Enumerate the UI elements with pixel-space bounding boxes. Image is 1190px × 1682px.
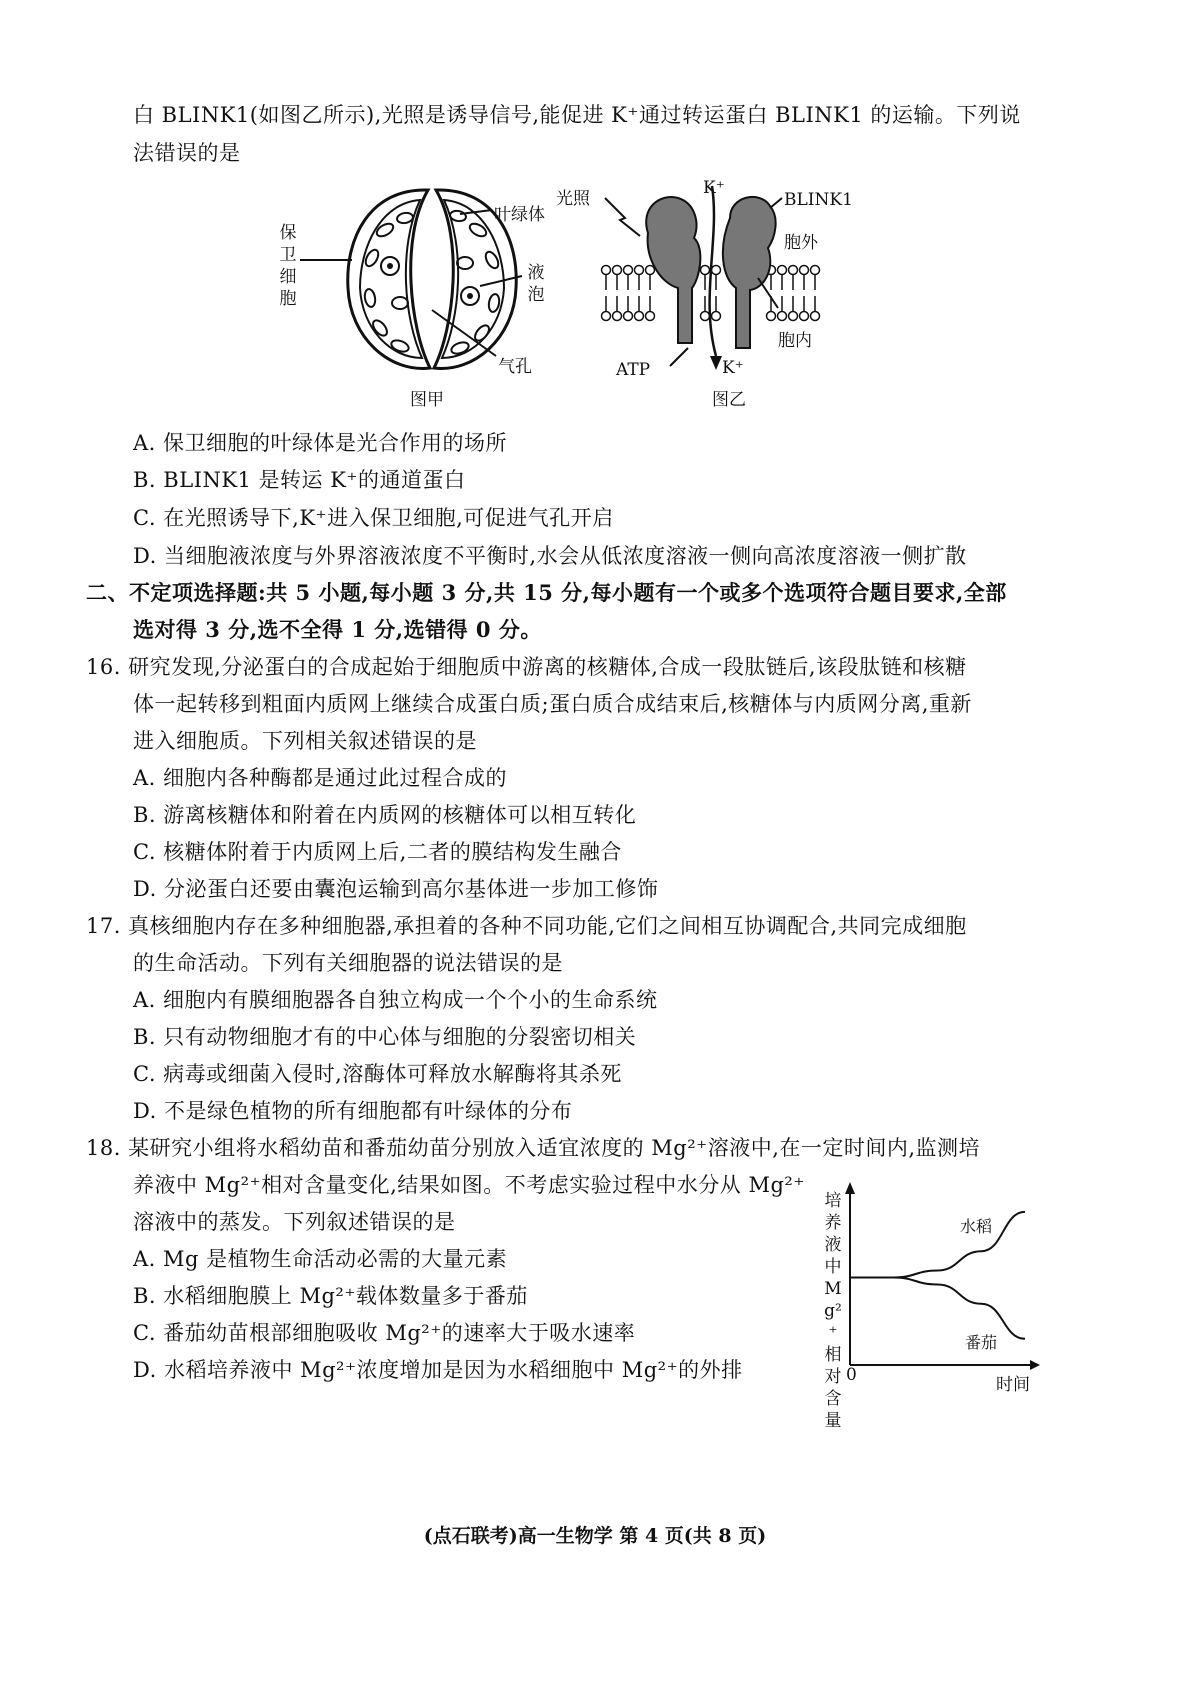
lipid-head <box>646 266 655 275</box>
q15-stem-line2: 法错误的是 <box>133 141 241 165</box>
light-bolt <box>605 198 640 236</box>
label-vacuole: 液泡 <box>527 263 545 305</box>
label-atp: ATP <box>616 360 651 380</box>
lipid-head <box>602 266 611 275</box>
label-k-bottom: K⁺ <box>722 358 744 378</box>
q16-option-a: A. 细胞内各种酶都是通过此过程合成的 <box>133 766 508 790</box>
q18-line-chart <box>840 1180 1040 1380</box>
lipid-head <box>635 266 644 275</box>
lipid-head <box>800 312 809 321</box>
label-guard-cell: 保卫细胞 <box>279 223 297 309</box>
series-label-1: 番茄 <box>965 1333 998 1352</box>
q16-option-d: D. 分泌蛋白还要由囊泡运输到高尔基体进一步加工修饰 <box>133 877 659 901</box>
lipid-head <box>701 312 710 321</box>
chart-origin-label: 0 <box>846 1365 857 1385</box>
lipid-head <box>712 312 721 321</box>
page-footer: (点石联考)高一生物学 第 4 页(共 8 页) <box>423 1525 767 1547</box>
q17-stem-line1: 17. 真核细胞内存在多种细胞器,承担着的各种不同功能,它们之间相互协调配合,共同完成细胞 <box>86 914 967 938</box>
label-outside: 胞外 <box>784 233 818 253</box>
lipid-head <box>800 266 809 275</box>
q16-stem-line3: 进入细胞质。下列相关叙述错误的是 <box>133 729 477 753</box>
label-inside: 胞内 <box>778 331 812 351</box>
figure-b-caption: 图乙 <box>712 390 746 410</box>
q17-option-a: A. 细胞内有膜细胞器各自独立构成一个个小的生命系统 <box>133 988 658 1012</box>
q18-option-d: D. 水稻培养液中 Mg²⁺浓度增加是因为水稻细胞中 Mg²⁺的外排 <box>133 1358 743 1382</box>
lipid-head <box>778 266 787 275</box>
lipid-head <box>624 312 633 321</box>
q17-option-b: B. 只有动物细胞才有的中心体与细胞的分裂密切相关 <box>133 1025 637 1049</box>
lipid-head <box>778 312 787 321</box>
lipid-head <box>646 312 655 321</box>
q17-stem-line2: 的生命活动。下列有关细胞器的说法错误的是 <box>133 951 563 975</box>
blink1-protein-right <box>723 197 776 348</box>
lipid-head <box>789 312 798 321</box>
lipid-head <box>701 266 710 275</box>
series-line-0 <box>850 1212 1025 1278</box>
q15-option-d: D. 当细胞液浓度与外界溶液浓度不平衡时,水会从低浓度溶液一侧向高浓度溶液一侧扩散 <box>133 544 967 568</box>
lipid-head <box>613 312 622 321</box>
q16-stem-line1: 16. 研究发现,分泌蛋白的合成起始于细胞质中游离的核糖体,合成一段肽链后,该段肽链和核糖 <box>86 655 967 679</box>
label-chloroplast: 叶绿体 <box>494 205 545 225</box>
q18-stem-line2: 养液中 Mg²⁺相对含量变化,结果如图。不考虑实验过程中水分从 Mg²⁺ <box>133 1173 805 1197</box>
series-label-0: 水稻 <box>960 1217 993 1236</box>
q16-option-b: B. 游离核糖体和附着在内质网的核糖体可以相互转化 <box>133 803 637 827</box>
label-light: 光照 <box>556 189 590 209</box>
q17-option-c: C. 病毒或细菌入侵时,溶酶体可释放水解酶将其杀死 <box>133 1062 622 1086</box>
section2-heading-line1: 二、不定项选择题:共 5 小题,每小题 3 分,共 15 分,每小题有一个或多个选项符合题目要求,全部 <box>86 580 1007 605</box>
q16-stem-line2: 体一起转移到粗面内质网上继续合成蛋白质;蛋白质合成结束后,核糖体与内质网分离,重新 <box>133 692 972 716</box>
lipid-head <box>767 312 776 321</box>
q18-option-b: B. 水稻细胞膜上 Mg²⁺载体数量多于番茄 <box>133 1284 528 1308</box>
q18-stem-line1: 18. 某研究小组将水稻幼苗和番茄幼苗分别放入适宜浓度的 Mg²⁺溶液中,在一定时间内,监测培 <box>86 1136 981 1160</box>
q18-option-c: C. 番茄幼苗根部细胞吸收 Mg²⁺的速率大于吸水速率 <box>133 1321 636 1345</box>
q15-stem-line1: 白 BLINK1(如图乙所示),光照是诱导信号,能促进 K⁺通过转运蛋白 BLINK1 的运输。下列说 <box>133 103 1021 127</box>
lipid-head <box>613 266 622 275</box>
q15-option-b: B. BLINK1 是转运 K⁺的通道蛋白 <box>133 468 466 492</box>
x-axis-arrow <box>1030 1360 1040 1370</box>
lipid-head <box>602 312 611 321</box>
chart-ylabel: 培养液中Mg²⁺相对含量 <box>824 1191 842 1431</box>
series-line-1 <box>850 1278 1025 1339</box>
q18-stem-line3: 溶液中的蒸发。下列叙述错误的是 <box>133 1210 456 1234</box>
q16-option-c: C. 核糖体附着于内质网上后,二者的膜结构发生融合 <box>133 840 622 864</box>
q15-option-c: C. 在光照诱导下,K⁺进入保卫细胞,可促进气孔开启 <box>133 506 614 530</box>
lipid-head <box>789 266 798 275</box>
lipid-head <box>811 266 820 275</box>
lipid-head <box>624 266 633 275</box>
figure-a-caption: 图甲 <box>410 390 444 410</box>
q15-option-a: A. 保卫细胞的叶绿体是光合作用的场所 <box>133 431 508 455</box>
lipid-head <box>712 266 721 275</box>
y-axis-arrow <box>845 1182 855 1194</box>
lipid-head <box>635 312 644 321</box>
label-k-top: K⁺ <box>703 178 725 198</box>
q18-option-a: A. Mg 是植物生命活动必需的大量元素 <box>133 1247 508 1271</box>
label-stoma: 气孔 <box>498 357 532 377</box>
label-blink1: BLINK1 <box>784 190 853 210</box>
section2-heading-line2: 选对得 3 分,选不全得 1 分,选错得 0 分。 <box>133 617 542 642</box>
lipid-head <box>811 312 820 321</box>
chart-xlabel: 时间 <box>996 1375 1030 1395</box>
q17-option-d: D. 不是绿色植物的所有细胞都有叶绿体的分布 <box>133 1099 573 1123</box>
